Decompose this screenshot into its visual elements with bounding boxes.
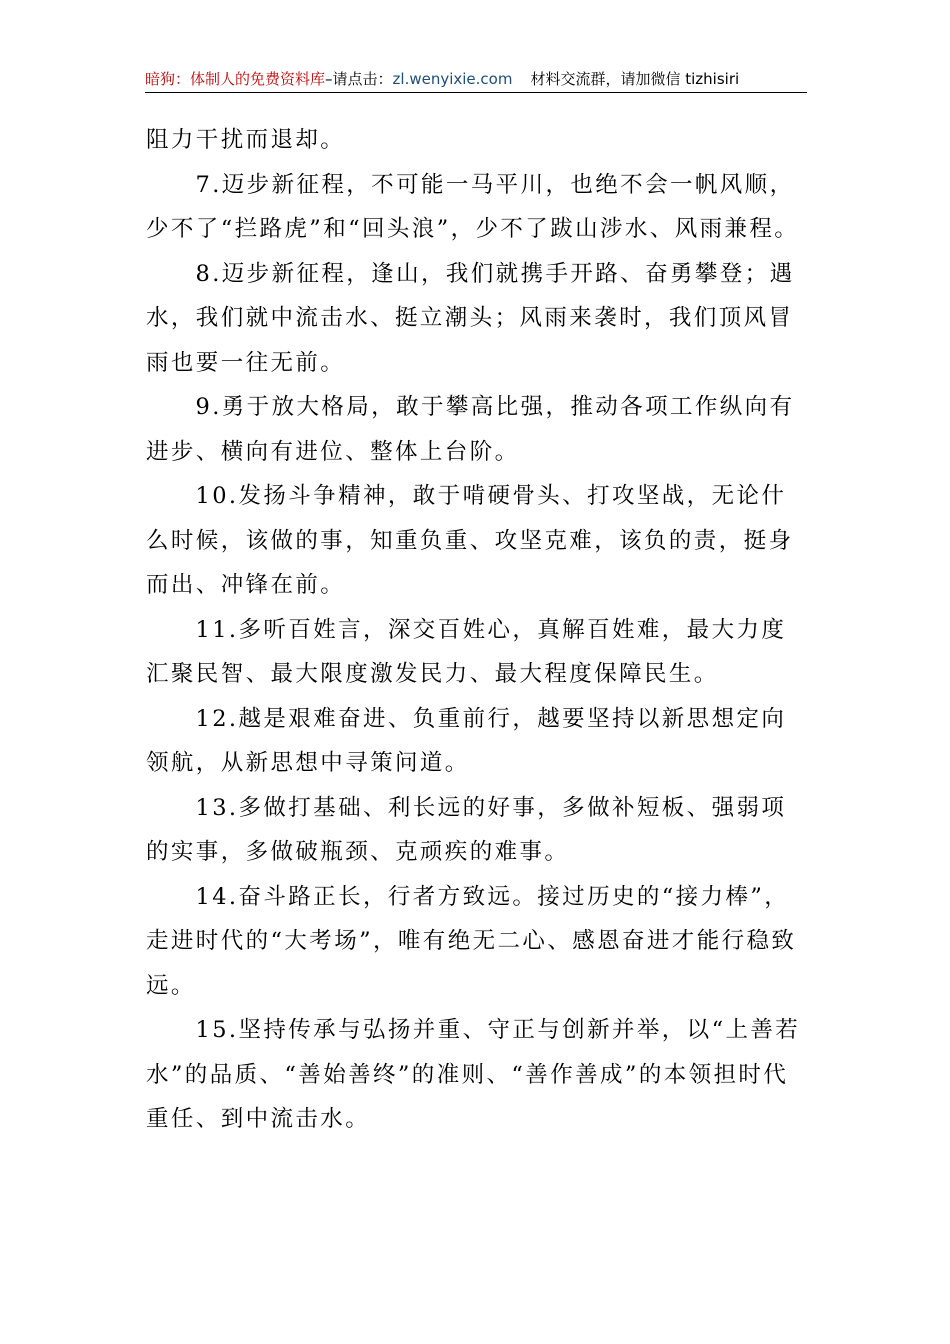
header-site-label: 暗狗：体制人的免费资料库 (145, 70, 326, 88)
paragraph-item-7: 7.迈步新征程，不可能一马平川，也绝不会一帆风顺，少不了“拦路虎”和“回头浪”，少不了跋山涉水、风雨兼程。 (146, 171, 800, 242)
paragraph-item-11: 11.多听百姓言，深交百姓心，真解百姓难，最大力度汇聚民智、最大限度激发民力、最大程度保障民生。 (146, 616, 787, 687)
paragraph-item-14: 14.奋斗路正长，行者方致远。接过历史的“接力棒”，走进时代的“大考场”，唯有绝无二心、感恩奋进才能行稳致远。 (146, 883, 797, 999)
paragraph-item-15: 15.坚持传承与弘扬并重、守正与创新并举，以“上善若水”的品质、“善始善终”的准则、“善作善成”的本领担时代重任、到中流击水。 (146, 1017, 801, 1132)
paragraph-item-8: 8.迈步新征程，逢山，我们就携手开路、奋勇攀登；遇水，我们就中流击水、挺立潮头；风雨来袭时，我们顶风冒雨也要一往无前。 (146, 260, 795, 376)
paragraph-item-13: 13.多做打基础、利长远的好事，多做补短板、强弱项的实事，多做破瓶颈、克顽疾的难事。 (146, 794, 787, 865)
paragraph-item-12: 12.越是艰难奋进、负重前行，越要坚持以新思想定向领航，从新思想中寻策问道。 (146, 705, 787, 776)
paragraph-item-9: 9.勇于放大格局，敢于攀高比强，推动各项工作纵向有进步、横向有进位、整体上台阶。 (146, 394, 795, 465)
header-click-prompt: –请点击： (325, 70, 393, 88)
document-body (146, 118, 808, 1142)
header-wechat-note: 材料交流群，请加微信 tizhisiri (530, 70, 740, 88)
paragraph-item-10: 10.发扬斗争精神，敢于啃硬骨头、打攻坚战，无论什么时候，该做的事，知重负重、攻坚克难，该负的责，挺身而出、冲锋在前。 (146, 483, 794, 598)
page-header (145, 66, 807, 93)
paragraph-continuation: 阻力干扰而退却。 (146, 127, 346, 153)
header-url-link[interactable]: zl.wenyixie.com (392, 70, 513, 88)
